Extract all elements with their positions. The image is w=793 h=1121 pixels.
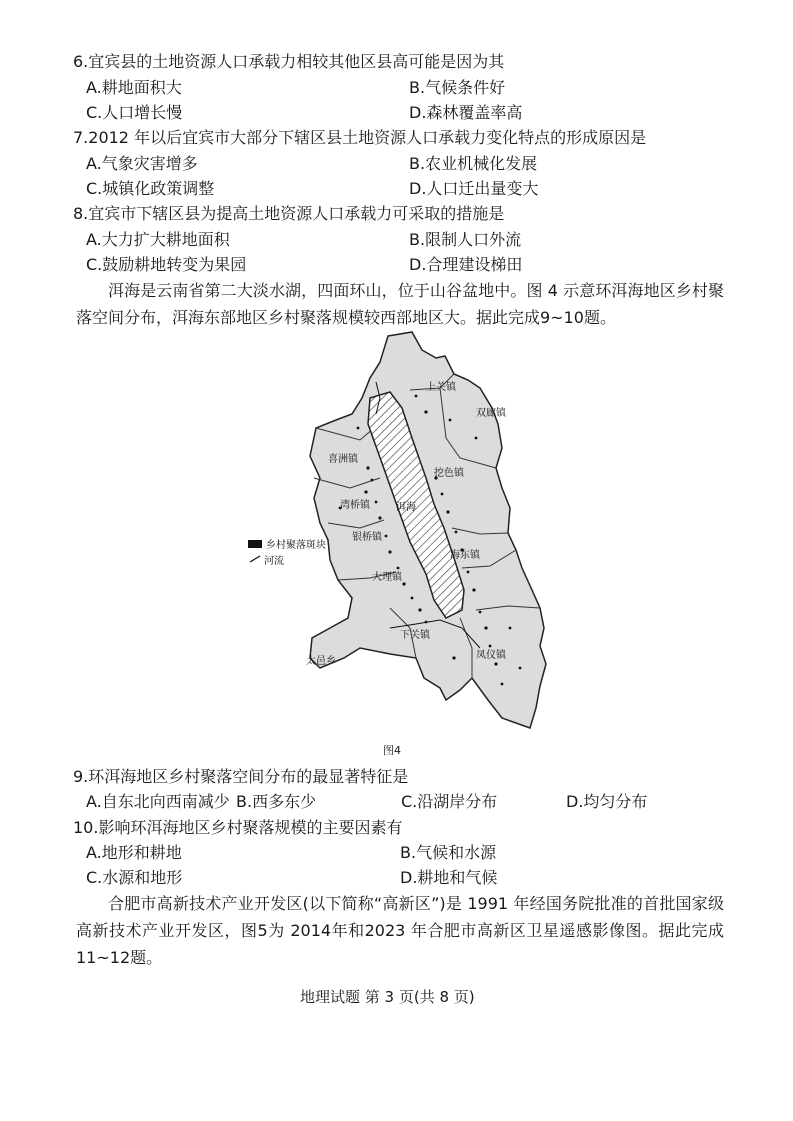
q10-option-d: D.耕地和气候 <box>400 868 498 887</box>
q8-option-c: C.鼓励耕地转变为果园 <box>86 255 247 274</box>
town-label-taiyi: 太邑乡 <box>306 656 336 667</box>
q10-option-c: C.水源和地形 <box>86 868 183 887</box>
town-label-shuanglang: 双廊镇 <box>476 408 506 419</box>
town-label-xiaguan: 下关镇 <box>400 630 430 641</box>
q10-option-b: B.气候和水源 <box>400 843 497 862</box>
q8-option-a: A.大力扩大耕地面积 <box>86 230 230 249</box>
q6-option-b: B.气候条件好 <box>409 78 506 97</box>
town-label-fengyi: 凤仪镇 <box>476 650 506 661</box>
q7-option-d: D.人口迁出量变大 <box>409 179 539 198</box>
hefei-intro-paragraph: 合肥市高新技术产业开发区(以下简称“高新区”)是 1991 年经国务院批准的首批国家级高新技术产业开发区，图5为 2014年和2023 年合肥市高新区卫星遥感影像图。据此完成11~12题。 <box>76 894 724 967</box>
legend-river-swatch <box>250 556 260 562</box>
q7-option-b: B.农业机械化发展 <box>409 154 538 173</box>
q7-stem: 7.2012 年以后宜宾市大部分下辖区县土地资源人口承载力变化特点的形成原因是 <box>73 128 647 147</box>
legend-settlement-swatch <box>248 540 262 548</box>
q10-option-a: A.地形和耕地 <box>86 843 182 862</box>
q8-option-d: D.合理建设梯田 <box>409 255 523 274</box>
q6-option-c: C.人口增长慢 <box>86 103 183 122</box>
town-label-wanqiao: 湾桥镇 <box>340 500 370 511</box>
page-footer: 地理试题 第 3 页(共 8 页) <box>300 988 475 1006</box>
q6-option-a: A.耕地面积大 <box>86 78 182 97</box>
q8-stem: 8.宜宾市下辖区县为提高土地资源人口承载力可采取的措施是 <box>73 204 505 223</box>
erhai-intro-paragraph: 洱海是云南省第二大淡水湖，四面环山，位于山谷盆地中。图 4 示意环洱海地区乡村聚落空间分布，洱海东部地区乡村聚落规模较西部地区大。据此完成9~10题。 <box>76 281 724 327</box>
town-label-dali: 大理镇 <box>372 572 402 583</box>
q9-stem: 9.环洱海地区乡村聚落空间分布的最显著特征是 <box>73 767 409 786</box>
figure-caption: 图4 <box>383 744 401 757</box>
legend-settlement-label: 乡村聚落斑块 <box>266 540 326 551</box>
lake-label-erhai: 洱海 <box>396 502 416 513</box>
q9-option-b: B.西多东少 <box>236 792 317 811</box>
q6-option-d: D.森林覆盖率高 <box>409 103 523 122</box>
q9-option-a: A.自东北向西南减少 <box>86 792 230 811</box>
q7-option-c: C.城镇化政策调整 <box>86 179 215 198</box>
q8-option-b: B.限制人口外流 <box>409 230 522 249</box>
legend-river-label: 河流 <box>264 556 284 567</box>
q9-option-d: D.均匀分布 <box>566 792 648 811</box>
q9-option-c: C.沿湖岸分布 <box>401 792 498 811</box>
q6-stem: 6.宜宾县的土地资源人口承载力相较其他区县高可能是因为其 <box>73 52 505 71</box>
q10-stem: 10.影响环洱海地区乡村聚落规模的主要因素有 <box>73 818 403 837</box>
q7-option-a: A.气象灾害增多 <box>86 154 198 173</box>
town-label-yinqiao: 银桥镇 <box>352 532 382 543</box>
town-label-haidong: 海东镇 <box>450 550 480 561</box>
erhai-settlement-map <box>240 328 560 738</box>
town-label-wase: 挖色镇 <box>434 468 464 479</box>
town-label-xizhou: 喜洲镇 <box>328 454 358 465</box>
town-label-shangguan: 上关镇 <box>426 382 456 393</box>
